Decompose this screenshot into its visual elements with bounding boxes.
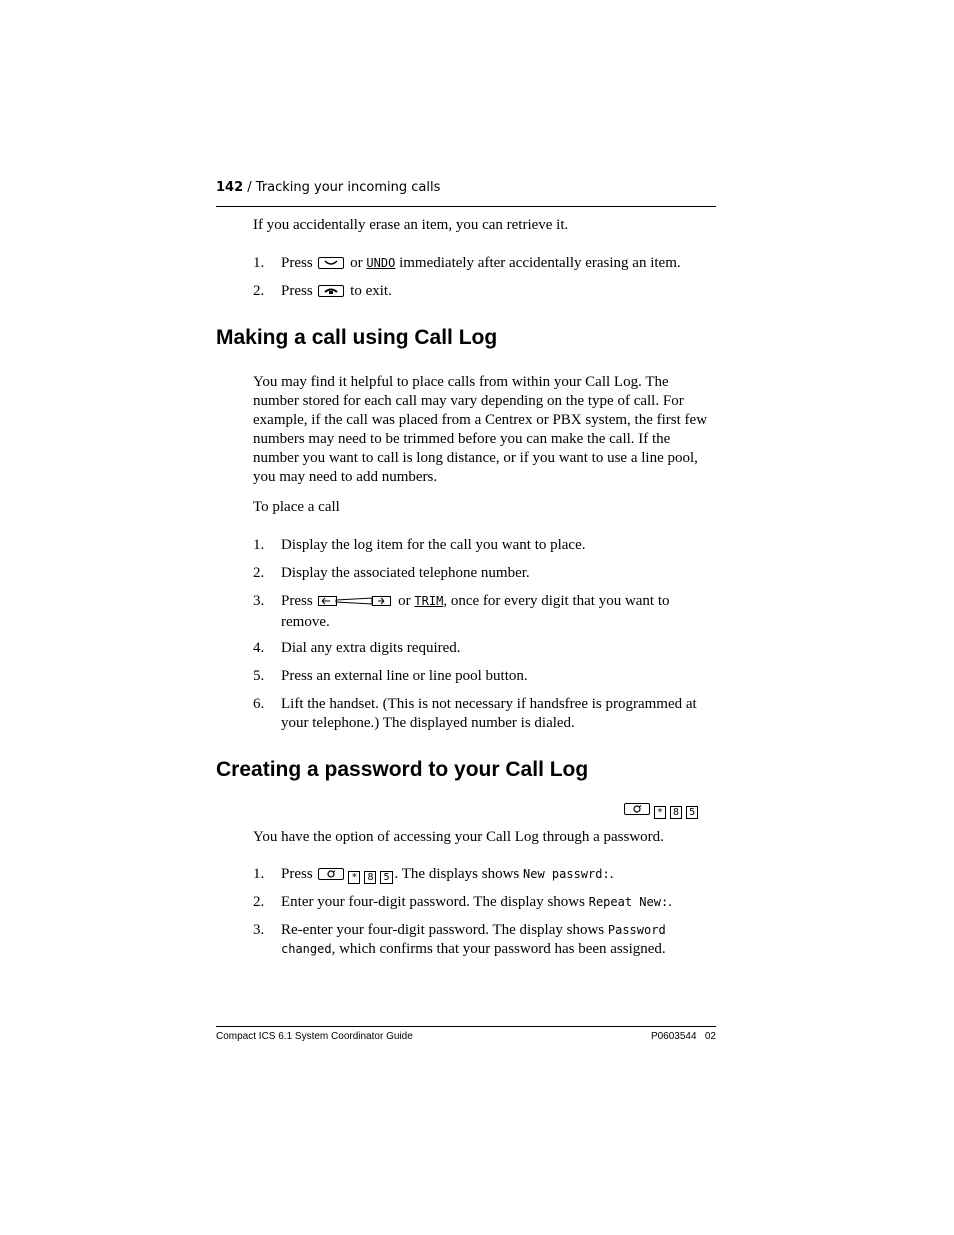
- display-new-passwrd: New passwrd:: [523, 867, 610, 881]
- feature-icon: [318, 868, 344, 880]
- pw-step-2-num: 2.: [253, 894, 265, 910]
- display-repeat-new: Repeat New:: [588, 895, 669, 909]
- page-footer: [216, 1026, 716, 1042]
- header-section: / Tracking your incoming calls: [243, 180, 441, 195]
- place-step-6-num: 6.: [253, 696, 265, 712]
- eight-key: 8: [364, 871, 376, 884]
- password-intro: You have the option of accessing your Call Log through a password.: [253, 829, 664, 845]
- feature-icon: [624, 803, 650, 815]
- place-step-2: Display the associated telephone number.: [281, 565, 530, 581]
- undo-softkey: UNDO: [366, 256, 396, 270]
- to-place-call-subhead: To place a call: [253, 499, 340, 515]
- retrieve-step-2-num: 2.: [253, 283, 265, 299]
- eight-key: 8: [670, 806, 682, 819]
- place-step-1: Display the log item for the call you want to place.: [281, 537, 586, 553]
- place-step-4: Dial any extra digits required.: [281, 640, 461, 656]
- section-making-call-title: Making a call using Call Log: [216, 326, 498, 349]
- pw-step-1: Press * 8 5 . The displays shows New passwrd:.: [281, 866, 614, 883]
- volume-bar-icon: [318, 594, 392, 613]
- page-number: 142: [216, 180, 244, 195]
- place-step-5-num: 5.: [253, 668, 265, 684]
- footer-guide-title: Compact ICS 6.1 System Coordinator Guide: [216, 1031, 413, 1042]
- five-key: 5: [380, 871, 392, 884]
- place-step-6: Lift the handset. (This is not necessary if handsfree is programmed at your telephone.) The displayed number is dialed.: [281, 696, 697, 731]
- section-password-title: Creating a password to your Call Log: [216, 758, 589, 781]
- star-key: *: [654, 806, 666, 819]
- feature-code-keys: [622, 800, 700, 819]
- place-step-4-num: 4.: [253, 640, 265, 656]
- place-step-3: Press or TRIM, once for every digit that you want to remove.: [281, 593, 670, 630]
- section-making-call-paragraph: You may find it helpful to place calls from within your Call Log. The number stored for each call may vary depending on the type of call. For example, if the call was placed from a Centrex or PBX system, the first few numbers may need to be trimmed before you can make the call. If the number you want to call is long distance, or if you want to use a line pool, you may need to add numbers.: [253, 374, 708, 485]
- display-password-changed: Password changed: [281, 923, 666, 956]
- pw-step-2: Enter your four-digit password. The display shows Repeat New:.: [281, 894, 672, 910]
- page-header: [216, 180, 716, 207]
- place-step-1-num: 1.: [253, 537, 265, 553]
- place-step-2-num: 2.: [253, 565, 265, 581]
- pw-step-1-num: 1.: [253, 866, 265, 882]
- retrieve-step-2: Press to exit.: [281, 283, 392, 299]
- intro-text: If you accidentally erase an item, you can retrieve it.: [253, 217, 569, 233]
- release-icon: [318, 285, 344, 297]
- place-step-3-num: 3.: [253, 593, 265, 609]
- place-step-5: Press an external line or line pool button.: [281, 668, 528, 684]
- pw-step-3-num: 3.: [253, 922, 265, 938]
- trim-softkey: TRIM: [414, 594, 444, 608]
- pw-step-3: Re-enter your four-digit password. The display shows Password changed, which confirms that your password has been assigned.: [281, 922, 666, 957]
- star-key: *: [348, 871, 360, 884]
- five-key: 5: [686, 806, 698, 819]
- retrieve-step-1-num: 1.: [253, 255, 265, 271]
- handsfree-down-icon: [318, 257, 344, 269]
- retrieve-step-1: Press or UNDO immediately after accidentally erasing an item.: [281, 255, 681, 271]
- footer-doc-number: P0603544 02: [650, 1031, 716, 1042]
